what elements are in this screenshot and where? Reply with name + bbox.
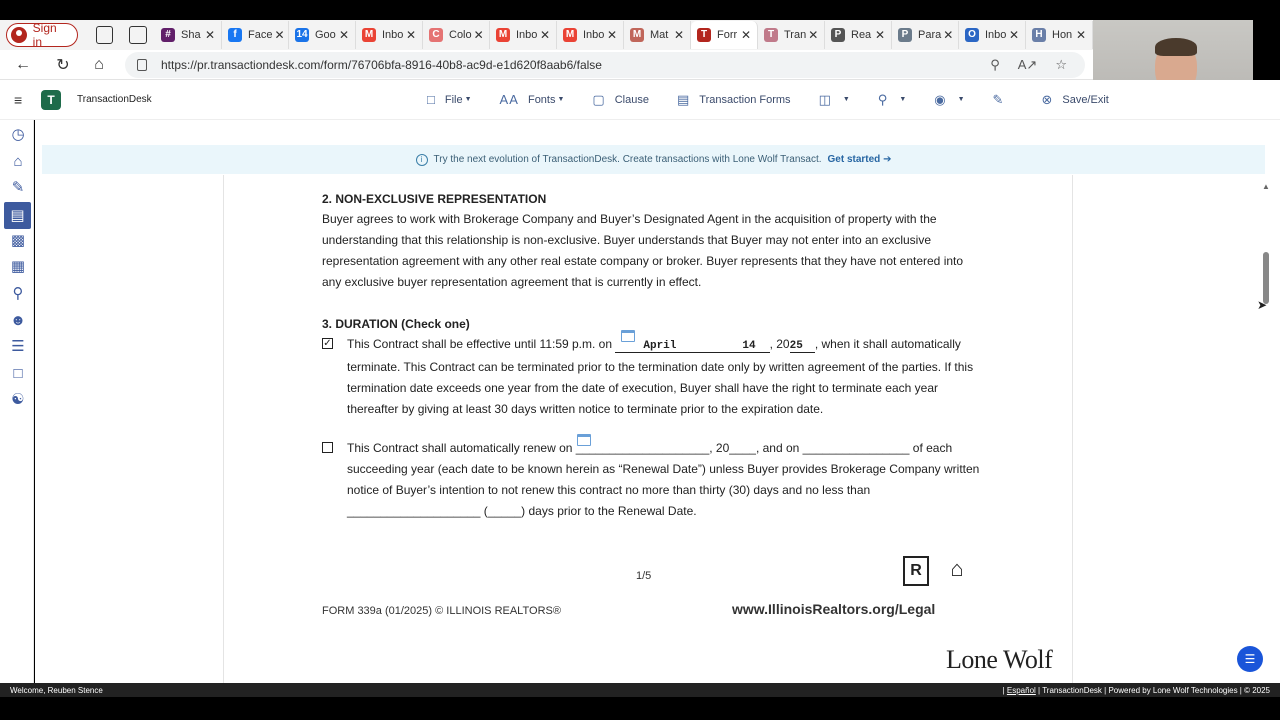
- section-3-title: 3. DURATION (Check one): [322, 317, 470, 331]
- section-2-title: 2. NON-EXCLUSIVE REPRESENTATION: [322, 192, 547, 206]
- get-started-link[interactable]: Get started ➔: [827, 154, 892, 165]
- tab-label: Inbo: [583, 29, 605, 41]
- refresh-icon[interactable]: ↻: [56, 56, 70, 74]
- footer-credits: | TransactionDesk | Powered by Lone Wolf Technologies | © 2025: [1035, 685, 1270, 695]
- calendar-icon[interactable]: ▦: [10, 258, 26, 275]
- tab-close-icon[interactable]: ✕: [874, 28, 885, 42]
- address-bar-row: [0, 50, 1093, 80]
- fonts-menu-label: Fonts: [527, 93, 556, 106]
- legal-url: www.IllinoisRealtors.org/Legal: [732, 601, 936, 617]
- document-icon: C: [429, 28, 443, 42]
- handshake-icon[interactable]: ☯: [11, 391, 25, 408]
- termination-date-field[interactable]: April 14: [615, 340, 769, 353]
- mouse-cursor-icon: ➤: [1257, 298, 1268, 312]
- facebook-icon: f: [228, 28, 242, 42]
- welcome-text: Welcome, Reuben Stence: [10, 685, 103, 695]
- forms-icon: ▤: [676, 91, 690, 107]
- screen-top-border: [0, 0, 1280, 20]
- sign-in-button[interactable]: [6, 23, 78, 47]
- home-icon[interactable]: ⌂: [94, 55, 104, 73]
- font-size-icon: A A: [499, 92, 518, 107]
- tab-label: Sha: [181, 29, 201, 41]
- page-icon[interactable]: □: [13, 365, 23, 382]
- google-calendar-icon: 14: [296, 29, 308, 40]
- equal-housing-icon: ⌂: [950, 556, 964, 581]
- lone-wolf-logo: Lone Wolf: [946, 645, 1053, 674]
- profile-icon: [11, 27, 27, 43]
- tab-label: Inbo: [516, 29, 538, 41]
- browser-tab[interactable]: [222, 21, 289, 49]
- browser-tab[interactable]: [892, 21, 959, 49]
- browser-tab[interactable]: [1026, 21, 1093, 49]
- book-icon: ◫: [818, 91, 831, 107]
- save-exit-label: Save/Exit: [1062, 93, 1109, 106]
- transactiondesk-logo: T: [41, 90, 61, 110]
- tab-close-icon[interactable]: ✕: [338, 28, 349, 42]
- forms-list-icon[interactable]: ☰: [11, 338, 25, 355]
- app-footer: [0, 683, 1280, 697]
- home-icon[interactable]: ⌂: [13, 153, 23, 170]
- tab-label: Inbo: [382, 29, 404, 41]
- tab-label: Face: [248, 29, 273, 41]
- tab-actions-icon[interactable]: [129, 26, 147, 44]
- packages-icon[interactable]: ▩: [10, 232, 26, 249]
- search-documents-icon[interactable]: ⚲: [12, 285, 24, 302]
- form-page: [223, 175, 1073, 683]
- pen-icon: ✎: [992, 91, 1004, 107]
- gmail-icon: M: [496, 28, 510, 42]
- outlook-icon: O: [965, 28, 979, 42]
- dashboard-icon[interactable]: ◷: [11, 126, 25, 143]
- tab-label: Mat: [650, 29, 669, 41]
- tab-label: Inbo: [985, 29, 1007, 41]
- option-2-text: This Contract shall automatically renew on ____________________, 20____, and on ________________ of each succeeding year (each date to be known herein as “Renewal Date”) unless Buyer provides Brokerage Company written notice of Buyer’s intention to not renew this contract no more than thirty (30) days and no less than ____________________ (_____) days prior to the Renewal Date.: [347, 441, 980, 518]
- realtor-logo-icon: R: [903, 556, 929, 586]
- tab-close-icon[interactable]: ✕: [740, 28, 751, 42]
- file-menu-label: File: [444, 93, 463, 106]
- tab-close-icon[interactable]: ✕: [943, 28, 954, 42]
- tab-label: Forr: [717, 29, 738, 41]
- close-circle-icon: ⊗: [1041, 91, 1053, 107]
- browser-tab[interactable]: [356, 21, 423, 49]
- option-1-year-prefix: , 20: [769, 337, 790, 351]
- tab-label: Tran: [784, 29, 807, 41]
- screen-bottom-border: [0, 697, 1280, 720]
- documents-icon[interactable]: ▤: [4, 202, 31, 229]
- transactiondesk-icon: T: [697, 28, 711, 42]
- clause-button[interactable]: [592, 92, 649, 108]
- page-number: 1/5: [636, 570, 652, 582]
- tab-label: Rea: [851, 29, 872, 41]
- termination-year-field[interactable]: 25: [790, 340, 815, 353]
- tab-close-icon[interactable]: ✕: [204, 28, 215, 42]
- scrollbar-thumb[interactable]: [1263, 252, 1269, 304]
- info-icon: i: [416, 154, 428, 166]
- chat-menu-icon[interactable]: ☰: [1237, 646, 1263, 672]
- banner-text: Try the next evolution of TransactionDesk. Create transactions with Lone Wolf Transact.: [433, 154, 822, 165]
- image-icon: P: [898, 28, 912, 42]
- app-icon: M: [630, 28, 644, 42]
- p-icon: P: [831, 28, 845, 42]
- duration-option-2: [322, 438, 982, 522]
- option-1-text-post: , when it shall automatically terminate. This Contract can be terminated prior to the termination date only by written agreement of the parties. If this termination date exceeds one year from the date of execution, Buyer shall have the right to terminate each year thereafter by giving at least 30 days written notice to terminate prior to the expiration date.: [347, 337, 974, 416]
- edit-icon[interactable]: ✎: [11, 179, 25, 196]
- webcam-person-hair: [1155, 38, 1197, 56]
- favorite-star-icon[interactable]: ☆: [1055, 56, 1067, 72]
- gmail-icon: M: [362, 28, 376, 42]
- option-2-checkbox[interactable]: [322, 442, 333, 453]
- browser-tab[interactable]: [289, 21, 356, 49]
- url-field[interactable]: [125, 52, 1085, 78]
- duration-option-1: [322, 334, 982, 420]
- page-icon: H: [1032, 28, 1046, 42]
- document-scrollbar[interactable]: [1261, 182, 1271, 682]
- lock-icon: [137, 59, 147, 71]
- tab-close-icon[interactable]: ✕: [274, 28, 285, 42]
- zoom-icon[interactable]: ⚲: [990, 56, 1000, 72]
- gmail-icon: M: [563, 28, 577, 42]
- browser-tab-bar: [0, 20, 1093, 50]
- file-menu[interactable]: □ File ▼: [427, 92, 472, 107]
- browser-tab[interactable]: [825, 21, 892, 49]
- espanol-link[interactable]: Español: [1006, 685, 1036, 695]
- tab-label: Colo: [449, 29, 472, 41]
- transactiondesk-icon: T: [764, 28, 778, 42]
- transaction-forms-button[interactable]: [677, 92, 791, 108]
- browser-tab[interactable]: [490, 21, 557, 49]
- browser-tab[interactable]: [624, 21, 691, 49]
- app-toolbar: [0, 80, 1280, 120]
- footer-links: | Español | TransactionDesk | Powered by Lone Wolf Technologies | © 2025: [1002, 685, 1270, 695]
- stamp-menu[interactable]: ◉ ▼: [934, 91, 965, 107]
- tab-close-icon[interactable]: ✕: [808, 28, 819, 42]
- browser-tab[interactable]: [691, 21, 758, 49]
- magnifier-icon: ⚲: [877, 91, 888, 107]
- browser-tab[interactable]: [758, 21, 825, 49]
- promo-banner: [42, 145, 1265, 174]
- tab-close-icon[interactable]: ✕: [606, 28, 617, 42]
- left-sidebar: [0, 120, 34, 683]
- browser-tab[interactable]: [423, 21, 490, 49]
- section-2-body: Buyer agrees to work with Brokerage Company and Buyer’s Designated Agent in the acquisition of property with the understanding that this relationship is non-exclusive. Buyer understands that Buyer may not enter into an exclusive representation agreement with any other real estate company or broker. Buyer represents that they have not entered into any exclusive buyer representation agreement that is currently in effect.: [322, 212, 964, 289]
- sign-in-label: Sign in: [32, 21, 57, 49]
- tab-close-icon[interactable]: ✕: [673, 28, 684, 42]
- option-1-checkbox[interactable]: ✓: [323, 338, 332, 349]
- browser-tab[interactable]: [155, 21, 222, 49]
- tab-label: Hon: [1052, 29, 1073, 41]
- tab-label: Para: [918, 29, 942, 41]
- main-content: [35, 120, 1280, 683]
- stamp-icon: ◉: [934, 91, 946, 107]
- tab-close-icon[interactable]: ✕: [473, 28, 484, 42]
- slack-icon: #: [161, 28, 175, 42]
- workspaces-icon[interactable]: [96, 26, 114, 44]
- contacts-icon[interactable]: ☻: [10, 312, 26, 329]
- folder-icon: □: [427, 92, 435, 107]
- browser-tab[interactable]: [557, 21, 624, 49]
- zoom-menu[interactable]: ⚲ ▼: [877, 91, 907, 107]
- view-menu[interactable]: ◫ ▼: [818, 91, 850, 107]
- save-exit-button[interactable]: [1041, 92, 1108, 108]
- tab-close-icon[interactable]: ✕: [405, 28, 416, 42]
- option-1-text-pre: This Contract shall be effective until 11:59 p.m. on: [347, 337, 616, 351]
- read-aloud-icon[interactable]: A↗: [1017, 56, 1038, 72]
- browser-tab[interactable]: [959, 21, 1026, 49]
- annotate-button[interactable]: [993, 92, 1014, 108]
- app-name: TransactionDesk: [77, 94, 152, 105]
- tab-close-icon[interactable]: ✕: [1075, 28, 1086, 42]
- tab-close-icon[interactable]: ✕: [1008, 28, 1019, 42]
- scroll-up-icon[interactable]: ▲: [1262, 182, 1270, 191]
- menu-toggle-icon[interactable]: ≡: [14, 91, 23, 108]
- form-id: FORM 339a (01/2025) © ILLINOIS REALTORS®: [322, 605, 561, 617]
- clause-icon: ▢: [592, 91, 605, 107]
- tab-close-icon[interactable]: ✕: [539, 28, 550, 42]
- url-text: https://pr.transactiondesk.com/form/76706bfa-8916-40b8-ac9d-e1d620f8aab6/false: [161, 57, 602, 72]
- tab-label: Goo: [315, 29, 336, 41]
- clause-label: Clause: [614, 93, 649, 106]
- fonts-menu[interactable]: A A Fonts ▼: [499, 92, 565, 107]
- back-icon[interactable]: ←: [15, 55, 31, 73]
- transaction-forms-label: Transaction Forms: [699, 93, 791, 106]
